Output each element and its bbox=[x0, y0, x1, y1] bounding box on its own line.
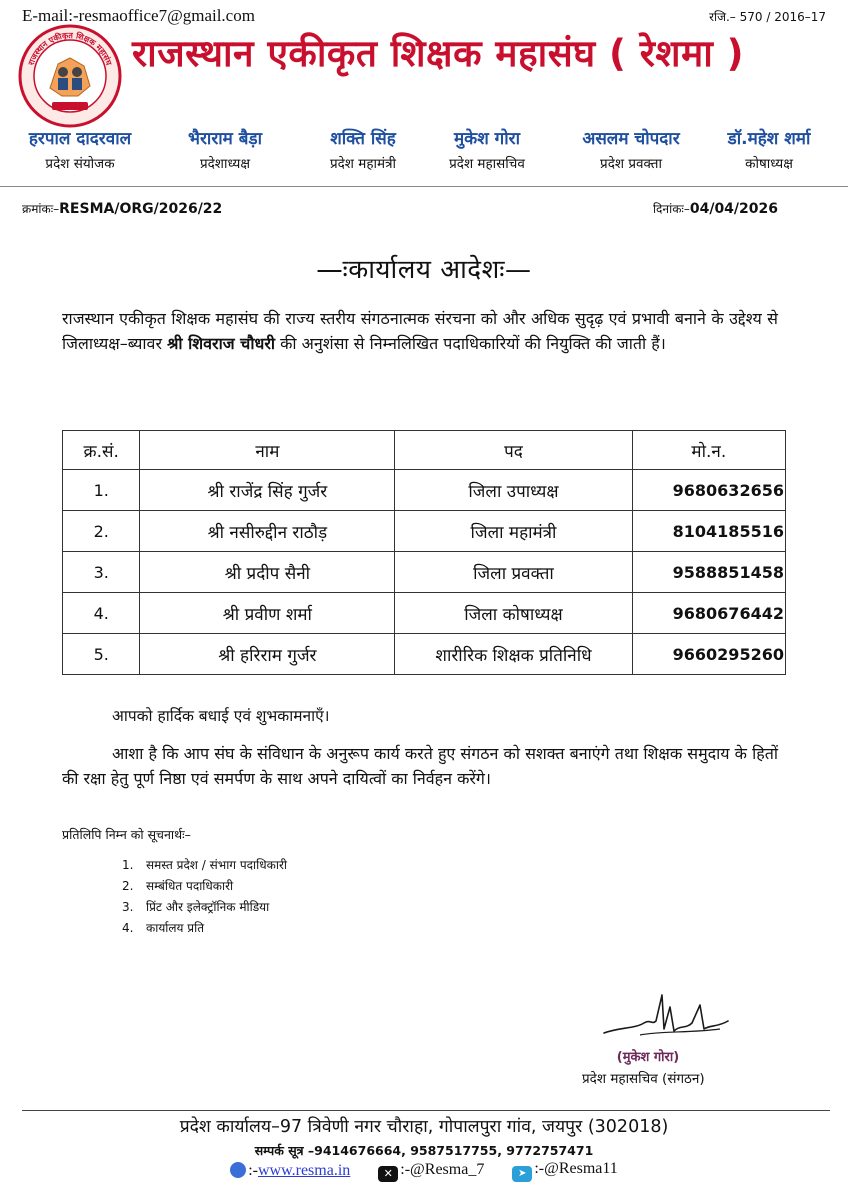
signatory-name: (मुकेश गोरा) bbox=[616, 1050, 680, 1065]
cell-post: शारीरिक शिक्षक प्रतिनिधि bbox=[395, 634, 632, 675]
handwritten-signature bbox=[600, 985, 740, 1045]
list-item bbox=[122, 898, 287, 919]
officer-2 bbox=[150, 126, 300, 172]
cell-post: जिला प्रवक्ता bbox=[395, 552, 632, 593]
signatory-designation: प्रदेश महासचिव (संगठन) bbox=[582, 1071, 705, 1087]
list-text: सम्बंधित पदाधिकारी bbox=[146, 879, 234, 893]
date-value: 04/04/2026 bbox=[689, 201, 778, 217]
officer-name: डॉ.महेश शर्मा bbox=[727, 129, 811, 149]
cell-name: श्री हरिराम गुर्जर bbox=[140, 634, 395, 675]
officer-4 bbox=[412, 126, 562, 172]
cell-mobile: 9588851458 bbox=[632, 552, 785, 593]
cell-mobile: 9680676442 bbox=[632, 593, 785, 634]
list-text: प्रिंट और इलेक्ट्रॉनिक मीडिया bbox=[146, 900, 270, 914]
officer-designation: कोषाध्यक्ष bbox=[745, 156, 793, 172]
cell-sn: 5. bbox=[63, 634, 140, 675]
greeting-line: आपको हार्दिक बधाई एवं शुभकामनाएँ। bbox=[112, 707, 330, 725]
list-item bbox=[122, 919, 287, 940]
intro-text-end: की अनुशंसा से निम्नलिखित पदाधिकारियों की नियुक्ति की जाती हैं। bbox=[275, 334, 666, 353]
svg-text:राजस्थान एकीकृत शिक्षक महासंघ: राजस्थान एकीकृत शिक्षक महासंघ bbox=[26, 30, 114, 67]
cell-sn: 4. bbox=[63, 593, 140, 634]
officers-strip bbox=[0, 126, 848, 176]
cell-mobile: 9660295260 bbox=[632, 634, 785, 675]
table-header-row bbox=[63, 431, 786, 470]
cell-name: श्री प्रदीप सैनी bbox=[140, 552, 395, 593]
cell-sn: 3. bbox=[63, 552, 140, 593]
officer-name: हरपाल दादरवाल bbox=[28, 129, 132, 149]
organization-logo bbox=[18, 24, 122, 128]
list-text: समस्त प्रदेश / संभाग पदाधिकारी bbox=[146, 858, 287, 872]
table-row bbox=[63, 593, 786, 634]
intro-paragraph bbox=[62, 306, 778, 356]
telegram-handle: :-@Resma11 bbox=[534, 1160, 618, 1177]
officer-5 bbox=[556, 126, 706, 172]
cell-post: जिला उपाध्यक्ष bbox=[395, 470, 632, 511]
table-row bbox=[63, 634, 786, 675]
officer-name: शक्ति सिंह bbox=[330, 129, 396, 149]
email-address: E-mail:-resmaoffice7@gmail.com bbox=[22, 6, 255, 25]
list-number: 1. bbox=[122, 858, 134, 872]
list-number: 2. bbox=[122, 879, 134, 893]
intro-bold-name: श्री शिवराज चौधरी bbox=[167, 334, 276, 353]
office-address: प्रदेश कार्यालय–97 त्रिवेणी नगर चौराहा, गोपालपुरा गांव, जयपुर (302018) bbox=[179, 1117, 669, 1137]
column-header-sn: क्र.सं. bbox=[63, 431, 140, 470]
organization-title: राजस्थान एकीकृत शिक्षक महासंघ ( रेशमा ) bbox=[132, 32, 745, 75]
twitter-handle: :-@Resma_7 bbox=[400, 1160, 485, 1178]
officer-designation: प्रदेश महामंत्री bbox=[329, 156, 397, 172]
column-header-name: नाम bbox=[140, 431, 395, 470]
table-row bbox=[63, 511, 786, 552]
officer-designation: प्रदेश संयोजक bbox=[45, 156, 115, 172]
registration-number: रजि.– 570 / 2016–17 bbox=[709, 10, 826, 24]
website-prefix: :- bbox=[248, 1162, 258, 1179]
hope-paragraph: आशा है कि आप संघ के संविधान के अनुरूप कार्य करते हुए संगठन को सशक्त बनाएंगे तथा शिक्षक समुदाय के हितों की रक्षा हेतु पूर्ण निष्ठा एवं समर्पण के साथ अपने दायित्वों का निर्वहन करेंगे। bbox=[62, 744, 778, 788]
list-number: 4. bbox=[122, 921, 134, 935]
cell-name: श्री प्रवीण शर्मा bbox=[140, 593, 395, 634]
reference-value: RESMA/ORG/2026/22 bbox=[59, 201, 223, 217]
contact-numbers: सम्पर्क सूत्र –9414676664, 9587517755, 9772757471 bbox=[254, 1143, 594, 1158]
officer-1 bbox=[5, 126, 155, 172]
appointments-table bbox=[62, 430, 786, 675]
date-label: दिनांकः– bbox=[652, 202, 690, 216]
cell-name: श्री नसीरुद्दीन राठौड़ bbox=[140, 511, 395, 552]
social-links bbox=[0, 1160, 848, 1182]
cell-mobile: 8104185516 bbox=[632, 511, 785, 552]
officer-name: असलम चोपदार bbox=[582, 129, 680, 149]
list-number: 3. bbox=[122, 900, 134, 914]
cell-name: श्री राजेंद्र सिंह गुर्जर bbox=[140, 470, 395, 511]
website-link[interactable]: www.resma.in bbox=[257, 1162, 351, 1179]
column-header-post: पद bbox=[395, 431, 632, 470]
officer-6 bbox=[694, 126, 844, 172]
list-item bbox=[122, 877, 287, 898]
website-item bbox=[230, 1162, 350, 1180]
list-item bbox=[122, 856, 287, 877]
column-header-mobile: मो.न. bbox=[632, 431, 785, 470]
officer-name: मुकेश गोरा bbox=[453, 129, 521, 149]
footer-divider bbox=[22, 1110, 830, 1111]
reference-label: क्रमांकः– bbox=[22, 202, 60, 216]
order-date bbox=[653, 200, 778, 217]
header-divider bbox=[0, 186, 848, 187]
intro-text: राजस्थान एकीकृत शिक्षक महासंघ की राज्य स्तरीय संगठनात्मक संरचना को और अधिक सुदृढ़ एवं प्रभावी बनाने के उद्देश्य से जिलाध्यक्ष–ब्यावर bbox=[62, 309, 778, 353]
cell-sn: 2. bbox=[63, 511, 140, 552]
twitter-item[interactable] bbox=[378, 1161, 484, 1182]
cell-sn: 1. bbox=[63, 470, 140, 511]
cell-post: जिला महामंत्री bbox=[395, 511, 632, 552]
officer-designation: प्रदेशाध्यक्ष bbox=[199, 156, 251, 172]
list-text: कार्यालय प्रति bbox=[146, 921, 205, 935]
table-row bbox=[63, 470, 786, 511]
table-row bbox=[63, 552, 786, 593]
copy-to-list bbox=[122, 856, 287, 940]
copy-to-heading: प्रतिलिपि निम्न को सूचनार्थः– bbox=[62, 827, 191, 842]
x-twitter-icon: ✕ bbox=[378, 1166, 398, 1182]
cell-mobile: 9680632656 bbox=[632, 470, 785, 511]
telegram-icon: ➤ bbox=[512, 1166, 532, 1182]
officer-designation: प्रदेश प्रवक्ता bbox=[600, 156, 662, 172]
telegram-item[interactable] bbox=[512, 1160, 617, 1182]
order-title: —ःकार्यालय आदेशः— bbox=[316, 255, 532, 285]
cell-post: जिला कोषाध्यक्ष bbox=[395, 593, 632, 634]
officer-name: भैराराम बैड़ा bbox=[188, 129, 262, 149]
globe-icon bbox=[230, 1162, 246, 1178]
reference-number bbox=[22, 200, 222, 217]
officer-designation: प्रदेश महासचिव bbox=[449, 156, 525, 172]
